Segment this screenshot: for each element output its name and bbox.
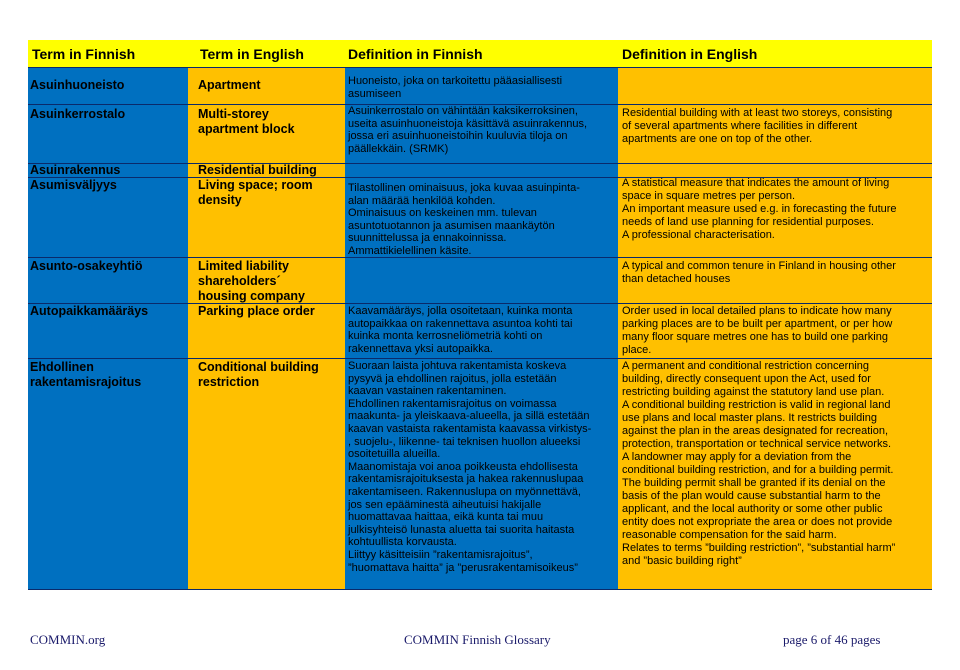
term-english: Conditional building restriction xyxy=(198,360,319,389)
footer-page-number: page 6 of 46 pages xyxy=(783,632,881,647)
definition-english: A typical and common tenure in Finland in housing other than detached houses xyxy=(622,260,896,285)
definition-finnish: Suoraan laista johtuva rakentamista koskeva pysyvä ja ehdollinen rajoitus, jolla estetään kaavan vastainen rakentaminen. Ehdollinen rakentamisrajoitus on voimassa maakunta- ja yleiskaava-alueella, ja sillä estetään kaavan vastaista rakentamista kaavassa virkistys- , suojelu-, liikenne- tai teknisen huollon alueeksi osoitetuilla alueilla. Maanomistaja voi anoa poikkeusta ehdollisesta rakentamisrajoituksesta ja hakea rakennuslupaa rakentamiseen. Rakennuslupa on myönnettävä, jos sen epääminestä aiheutuisi hakijalle huomattavaa haittaa, eikä kunta tai muu julkisyhteisö lunasta aluetta tai suorita haitasta kohtuullista korvausta. Liittyy käsitteisiin ”rakentamisrajoitus”, ”huomattava haitta” ja ”perusrakentamisoikeus” xyxy=(348,360,592,574)
row-divider xyxy=(28,67,932,68)
definition-english: Order used in local detailed plans to indicate how many parking places are to be built per apartment, or per how many floor square metres one has to build one parking place. xyxy=(622,305,893,356)
definition-finnish: Asuinkerrostalo on vähintään kaksikerroksinen, useita asuinhuoneistoja käsittävä asuinrakennus, jossa eri asuinhuoneistoihin kuuluvia tiloja on päällekkäin. (SRMK) xyxy=(348,105,588,155)
term-english: Apartment xyxy=(198,78,261,92)
term-english: Multi-storey apartment block xyxy=(198,107,295,136)
term-finnish: Asumisväljyys xyxy=(30,178,117,192)
definition-finnish: Huoneisto, joka on tarkoitettu pääasiallisesti asumiseen xyxy=(348,75,563,100)
definition-finnish: Kaavamääräys, jolla osoitetaan, kuinka monta autopaikkaa on rakennettava asuntoa kohti tai kuinka monta kerrosneliömetriä kohti on rakennettava yksi autopaikka. xyxy=(348,305,573,355)
term-finnish: Asuinrakennus xyxy=(30,163,121,177)
header-definition-finnish: Definition in Finnish xyxy=(348,46,483,62)
definition-english: A permanent and conditional restriction concerning building, directly consequent upon the Act, used for restricting building against the statutory land use plan. A conditional building restriction is valid in regional land use plans and local master plans. It restricts building against the plan in the areas designated for recreation, protection, transportation or technical service networks. A landowner may apply for a deviation from the conditional building restriction, and for a building permit. The building permit shall be granted if its denial on the basis of the plan would cause substantial harm to the applicant, and the local authority or some other public entity does not expropriate the area or does not provide reasonable compensation for the said harm. Relates to terms ”building restriction”, ”substantial harm” and ”basic building right” xyxy=(622,360,896,567)
term-english: Living space; room density xyxy=(198,178,313,207)
term-finnish: Asunto-osakeyhtiö xyxy=(30,259,143,273)
definition-english: A statistical measure that indicates the amount of living space in square metres per person. An important measure used e.g. in forecasting the future needs of land use planning for residential purposes. A professional characterisation. xyxy=(622,177,897,241)
footer-title: COMMIN Finnish Glossary xyxy=(404,632,551,647)
term-english: Limited liability shareholders´ housing company xyxy=(198,259,305,303)
row-divider xyxy=(28,358,932,359)
header-definition-english: Definition in English xyxy=(622,46,758,62)
header-term-english: Term in English xyxy=(200,46,304,62)
row-divider xyxy=(28,163,932,164)
term-finnish: Asuinhuoneisto xyxy=(30,78,125,92)
definition-english: Residential building with at least two storeys, consisting of several apartments where facilities in different apartments are one on top of the other. xyxy=(622,107,893,145)
row-divider xyxy=(28,303,932,304)
term-english: Residential building xyxy=(198,163,317,177)
glossary-table xyxy=(28,40,932,590)
term-finnish: Autopaikkamääräys xyxy=(30,304,149,318)
term-finnish: Asuinkerrostalo xyxy=(30,107,126,121)
footer-site: COMMIN.org xyxy=(30,632,106,647)
definition-finnish: Tilastollinen ominaisuus, joka kuvaa asuinpinta- alan määrää henkilöä kohden. Ominaisuus on keskeinen mm. tulevan asuntotuotannon ja asumisen maankäytön suunnittelussa ja ennakoinnissa. Ammattikielellinen käsite. xyxy=(348,182,580,257)
row-divider xyxy=(28,589,932,590)
term-finnish: Ehdollinen rakentamisrajoitus xyxy=(30,360,142,389)
header-term-finnish: Term in Finnish xyxy=(32,46,136,62)
term-english: Parking place order xyxy=(198,304,315,318)
